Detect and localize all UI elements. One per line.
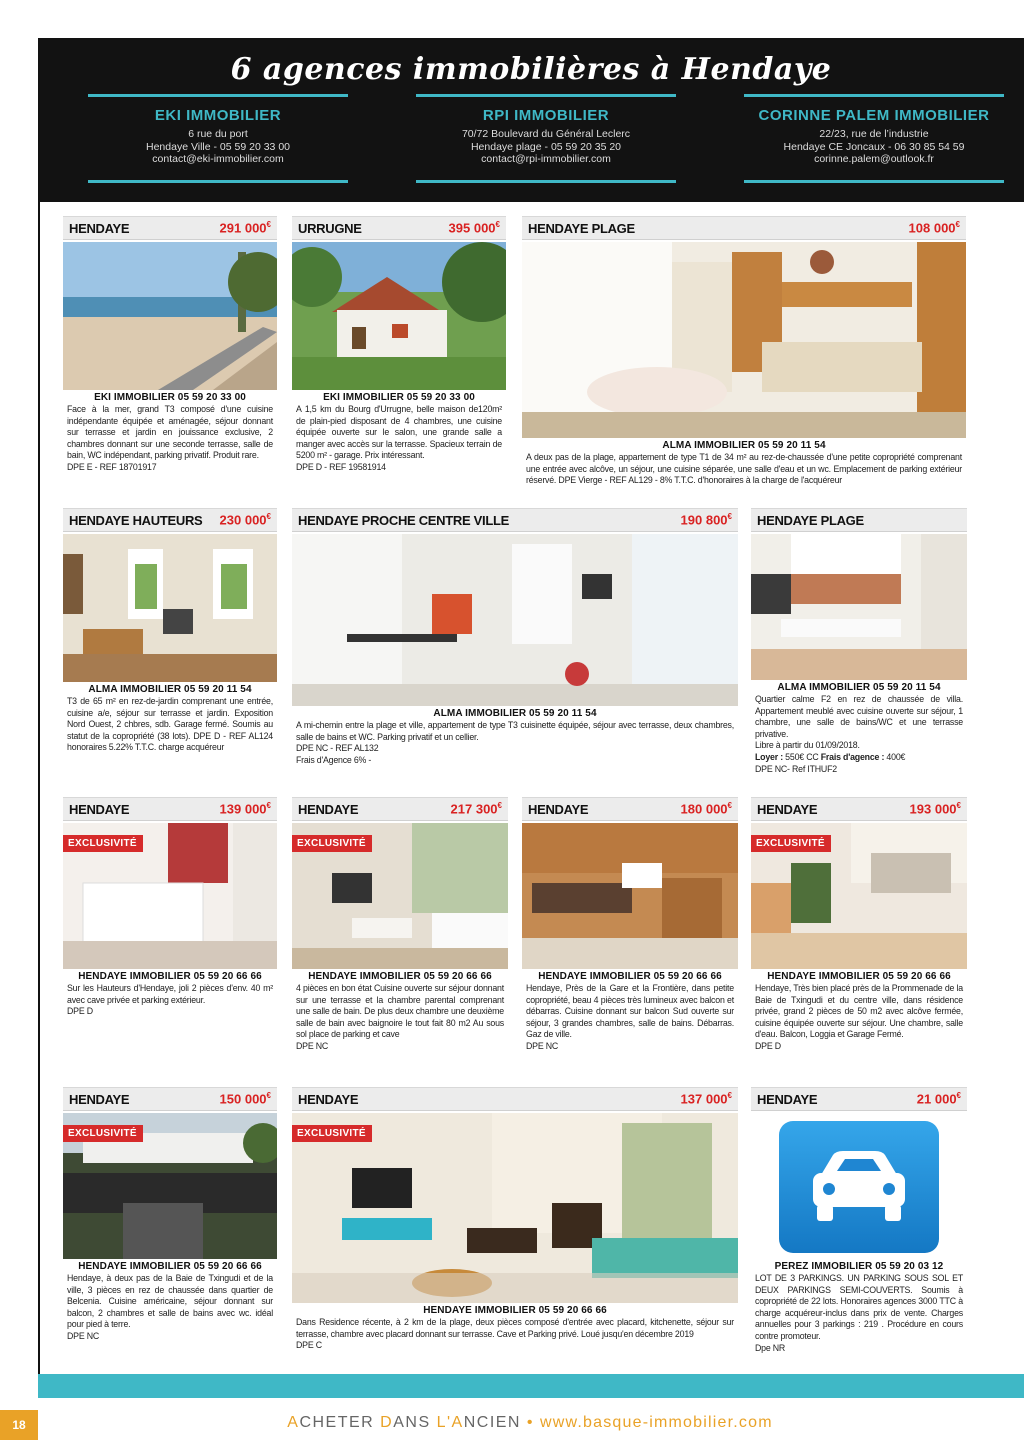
listing-description: A deux pas de la plage, appartement de type T1 de 34 m² au rez-de-chaussée d'une petite copropriété comprenant une entrée avec alcôve, un séjour, une cuisine séparée, une salle d'eau et un wc. Emplacement de parking extérieur réservé. DPE Vierge - REF AL129 - 8% T.T.C. d'honoraires à la charge de l'acquéreur bbox=[526, 452, 962, 486]
listing-price: 217 300€ bbox=[450, 801, 502, 817]
listing-card[interactable] bbox=[751, 1087, 967, 1354]
listing-town: HENDAYE bbox=[757, 1091, 818, 1107]
exclusivity-badge: EXCLUSIVITÉ bbox=[63, 835, 143, 852]
listing-card[interactable] bbox=[63, 797, 277, 1018]
listing-photo[interactable] bbox=[292, 534, 738, 706]
listing-town: HENDAYE PLAGE bbox=[757, 512, 864, 528]
listing-town: URRUGNE bbox=[298, 220, 362, 236]
agency-phone: Hendaye CE Joncaux - 06 30 85 54 59 bbox=[783, 140, 965, 153]
listing-agent: EKI IMMOBILIER 05 59 20 33 00 bbox=[94, 392, 246, 403]
agency-address: 70/72 Boulevard du Général Leclerc bbox=[461, 128, 631, 140]
listing-agent: ALMA IMMOBILIER 05 59 20 11 54 bbox=[777, 682, 941, 693]
listing-card[interactable] bbox=[522, 797, 738, 1053]
footer-title: ACHETER DANS L'ANCIEN • www.basque-immobilier.com bbox=[287, 1414, 773, 1431]
listing-agent: HENDAYE IMMOBILIER 05 59 20 66 66 bbox=[78, 971, 262, 982]
listing-agent: ALMA IMMOBILIER 05 59 20 11 54 bbox=[433, 708, 597, 719]
listing-header bbox=[292, 797, 508, 821]
listing-description: Sur les Hauteurs d'Hendaye, joli 2 pièces d'env. 40 m² avec cave privée et parking extérieur. DPE D bbox=[67, 983, 273, 1017]
listing-card[interactable] bbox=[63, 508, 277, 754]
agency-name: CORINNE PALEM IMMOBILIER bbox=[758, 107, 990, 124]
exclusivity-badge: EXCLUSIVITÉ bbox=[751, 835, 831, 852]
divider bbox=[416, 94, 676, 97]
footer-accent-bar bbox=[38, 1374, 1024, 1398]
listing-header bbox=[63, 797, 277, 821]
listing-header bbox=[63, 508, 277, 532]
listing-photo[interactable] bbox=[63, 823, 277, 969]
listing-photo[interactable] bbox=[751, 534, 967, 680]
website-link[interactable]: www.basque-immobilier.com bbox=[539, 1414, 773, 1431]
exclusivity-badge: EXCLUSIVITÉ bbox=[292, 835, 372, 852]
listing-agent: HENDAYE IMMOBILIER 05 59 20 66 66 bbox=[767, 971, 951, 982]
listing-description: 4 pièces en bon état Cuisine ouverte sur séjour donnant sur une terrasse et la chambre parental comprenant une salle de bain. De plus deux chambre une deuxième salle de bain avec baignoire le tout fait 80 m2 Au sous sol place de parking et cave DPE NC bbox=[296, 983, 504, 1051]
banner-title: 6 agences immobilières à Hendaye bbox=[230, 52, 832, 87]
agency-name: RPI IMMOBILIER bbox=[482, 107, 610, 124]
listing-card[interactable] bbox=[63, 216, 277, 474]
listing-photo[interactable] bbox=[522, 242, 966, 438]
listing-header bbox=[751, 1087, 967, 1111]
listing-photo[interactable] bbox=[522, 823, 738, 969]
listing-agent: HENDAYE IMMOBILIER 05 59 20 66 66 bbox=[78, 1261, 262, 1272]
listing-town: HENDAYE bbox=[69, 801, 130, 817]
listing-price: 108 000€ bbox=[908, 220, 960, 236]
listing-price: 395 000€ bbox=[448, 220, 500, 236]
agency-rpi bbox=[416, 94, 676, 183]
listing-photo[interactable] bbox=[751, 1113, 967, 1259]
divider bbox=[88, 94, 348, 97]
agency-email[interactable]: corinne.palem@outlook.fr bbox=[814, 153, 934, 165]
listing-town: HENDAYE PROCHE CENTRE VILLE bbox=[298, 512, 510, 528]
listing-town: HENDAYE bbox=[69, 1091, 130, 1107]
listing-town: HENDAYE bbox=[69, 220, 130, 236]
agency-email[interactable]: contact@rpi-immobilier.com bbox=[481, 153, 611, 165]
agency-address: 6 rue du port bbox=[188, 128, 248, 140]
listing-description: LOT DE 3 PARKINGS. UN PARKING SOUS SOL ET DEUX PARKINGS SEMI-COUVERTS. Soumis à copropriété de 22 lots. Honoraires agences 3000 TTC à charge acquéreur-inclus dans prix de vente. Charges annuelles pour 3 parkings : 219 . Procédure en cours contre promoteur. Dpe NR bbox=[755, 1273, 963, 1353]
listing-description: Hendaye, Près de la Gare et la Frontière, dans petite copropriété, beau 4 pièces très lumineux avec balcon et débarras. Cuisine donnant sur balcon Sud ouverte sur séjour, 3 grandes chambres, salle de bains. Débarras. Gaz de ville. DPE NC bbox=[526, 983, 734, 1051]
listing-agent: PEREZ IMMOBILIER 05 59 20 03 12 bbox=[774, 1261, 944, 1272]
listing-description: T3 de 65 m² en rez-de-jardin comprenant une entrée, cuisine a/e, séjour sur terrasse et jardin. Exposition Nord Ouest, 2 chbres, sdb. Garage fermé. Soumis au statut de la copropriété (38 lots). DPE D - REF AL124 honoraires 5.22% T.T.C. charge acquéreur bbox=[67, 696, 273, 753]
listing-card[interactable] bbox=[292, 508, 738, 766]
divider bbox=[744, 180, 1004, 183]
listing-description: A mi-chemin entre la plage et ville, appartement de type T3 cuisinette équipée, séjour avec terrasse, deux chambres, salle de bains et WC. Parking privatif et un cellier. DPE NC - REF AL132 Frais d'Agence 6% - bbox=[296, 720, 734, 765]
agency-name: EKI IMMOBILIER bbox=[154, 107, 282, 124]
listing-price: 21 000€ bbox=[916, 1091, 961, 1107]
listing-card[interactable] bbox=[522, 216, 966, 487]
listing-price: 139 000€ bbox=[219, 801, 271, 817]
agency-address: 22/23, rue de l’industrie bbox=[819, 128, 929, 140]
listing-description: Dans Residence récente, à 2 km de la plage, deux pièces composé d'entrée avec placard, kitchenette, séjour sur terrasse, chambre avec placard donnant sur terrasse. Cave et Parking privé. Loué jusqu'en décembre 2019 DPE C bbox=[296, 1317, 734, 1351]
listing-agent: ALMA IMMOBILIER 05 59 20 11 54 bbox=[88, 684, 252, 695]
listing-header bbox=[522, 797, 738, 821]
exclusivity-badge: EXCLUSIVITÉ bbox=[292, 1125, 372, 1142]
listing-photo[interactable] bbox=[751, 823, 967, 969]
listing-description: Hendaye, Très bien placé près de la Prommenade de la Baie de Txingudi et du centre ville, dans résidence privée, grand 2 pièces de 50 m2 avec alcôve fermée, cuisine équipée ouverte sur séjour. Une chambre, salle d'eau. Balcon, Loggia et Garage Fermé. DPE D bbox=[755, 983, 963, 1051]
listing-town: HENDAYE bbox=[757, 801, 818, 817]
listing-price: 190 800€ bbox=[680, 512, 732, 528]
listing-price: 193 000€ bbox=[909, 801, 961, 817]
listing-price: 291 000€ bbox=[219, 220, 271, 236]
listing-card[interactable] bbox=[751, 508, 967, 775]
agency-corinne-palem bbox=[744, 94, 1004, 183]
listing-photo[interactable] bbox=[63, 242, 277, 390]
listing-card[interactable] bbox=[751, 797, 967, 1053]
listing-description: Face à la mer, grand T3 composé d'une cuisine indépendante équipée et aménagée, séjour donnant sur terrasse et jardin en jouissance exclusive, 2 chambres donnant sur une seconde terrasse, salle de bain, WC indépendant, parking privatif. Produit rare. DPE E - REF 18701917 bbox=[67, 404, 273, 472]
listing-photo[interactable] bbox=[63, 534, 277, 682]
divider bbox=[744, 94, 1004, 97]
listing-header bbox=[63, 216, 277, 240]
listing-agent: HENDAYE IMMOBILIER 05 59 20 66 66 bbox=[538, 971, 722, 982]
agency-phone: Hendaye plage - 05 59 20 35 20 bbox=[470, 140, 622, 153]
listing-description: Hendaye, à deux pas de la Baie de Txingudi et de la ville, 3 pièces en rez de chaussée dans quartier de Belcenia. Cuisine américaine, séjour donnant sur balcon, 2 chambres et salle de bains avec wc. idéal pour pied à terre. DPE NC bbox=[67, 1273, 273, 1341]
exclusivity-badge: EXCLUSIVITÉ bbox=[63, 1125, 143, 1142]
agency-email[interactable]: contact@eki-immobilier.com bbox=[152, 153, 284, 165]
listing-header bbox=[751, 797, 967, 821]
listing-card[interactable] bbox=[292, 797, 508, 1053]
listing-photo[interactable] bbox=[292, 1113, 738, 1303]
listing-header bbox=[292, 508, 738, 532]
listing-header bbox=[63, 1087, 277, 1111]
agency-eki bbox=[88, 94, 348, 183]
listing-price: 180 000€ bbox=[680, 801, 732, 817]
parking-car-icon bbox=[751, 1113, 967, 1259]
divider bbox=[416, 180, 676, 183]
listing-price: 230 000€ bbox=[219, 512, 271, 528]
listing-agent: HENDAYE IMMOBILIER 05 59 20 66 66 bbox=[423, 1305, 607, 1316]
page-number: 18 bbox=[0, 1410, 38, 1440]
listing-header bbox=[522, 216, 966, 240]
listing-photo[interactable] bbox=[292, 823, 508, 969]
agencies-banner bbox=[38, 38, 1024, 202]
listing-agent: ALMA IMMOBILIER 05 59 20 11 54 bbox=[662, 440, 826, 451]
listing-header bbox=[292, 1087, 738, 1111]
listing-header bbox=[751, 508, 967, 532]
agency-phone: Hendaye Ville - 05 59 20 33 00 bbox=[146, 140, 290, 153]
listing-photo[interactable] bbox=[292, 242, 506, 390]
listing-town: HENDAYE PLAGE bbox=[528, 220, 635, 236]
listing-town: HENDAYE bbox=[298, 801, 359, 817]
listing-town: HENDAYE bbox=[528, 801, 589, 817]
listing-town: HENDAYE bbox=[298, 1091, 359, 1107]
divider bbox=[88, 180, 348, 183]
listing-card[interactable] bbox=[63, 1087, 277, 1343]
listing-price: 150 000€ bbox=[219, 1091, 271, 1107]
listing-agent: EKI IMMOBILIER 05 59 20 33 00 bbox=[323, 392, 475, 403]
listing-price: 137 000€ bbox=[680, 1091, 732, 1107]
listing-town: HENDAYE HAUTEURS bbox=[69, 512, 203, 528]
listing-description: Quartier calme F2 en rez de chaussée de villa. Appartement meublé avec cuisine ouverte sur séjour, 1 chambre, une salle de bains/WC et une terrasse privative. Libre à partir du 01/09/2018. Loyer : 550€ CC Frais d'agence : 400€ DPE NC- Ref ITHUF2 bbox=[755, 694, 963, 774]
listing-photo[interactable] bbox=[63, 1113, 277, 1259]
listing-agent: HENDAYE IMMOBILIER 05 59 20 66 66 bbox=[308, 971, 492, 982]
listing-header bbox=[292, 216, 506, 240]
listing-card[interactable] bbox=[292, 216, 506, 474]
listing-card[interactable] bbox=[292, 1087, 738, 1352]
listing-description: A 1,5 km du Bourg d'Urrugne, belle maison de120m² de plain-pied disposant de 4 chambres, une cuisine équipée ouverte sur le salon, une grande salle a manger avec accès sur la terrasse. Spacieux terrain de 5200 m² - garage. Prix intéressant. DPE D - REF 19581914 bbox=[296, 404, 502, 472]
